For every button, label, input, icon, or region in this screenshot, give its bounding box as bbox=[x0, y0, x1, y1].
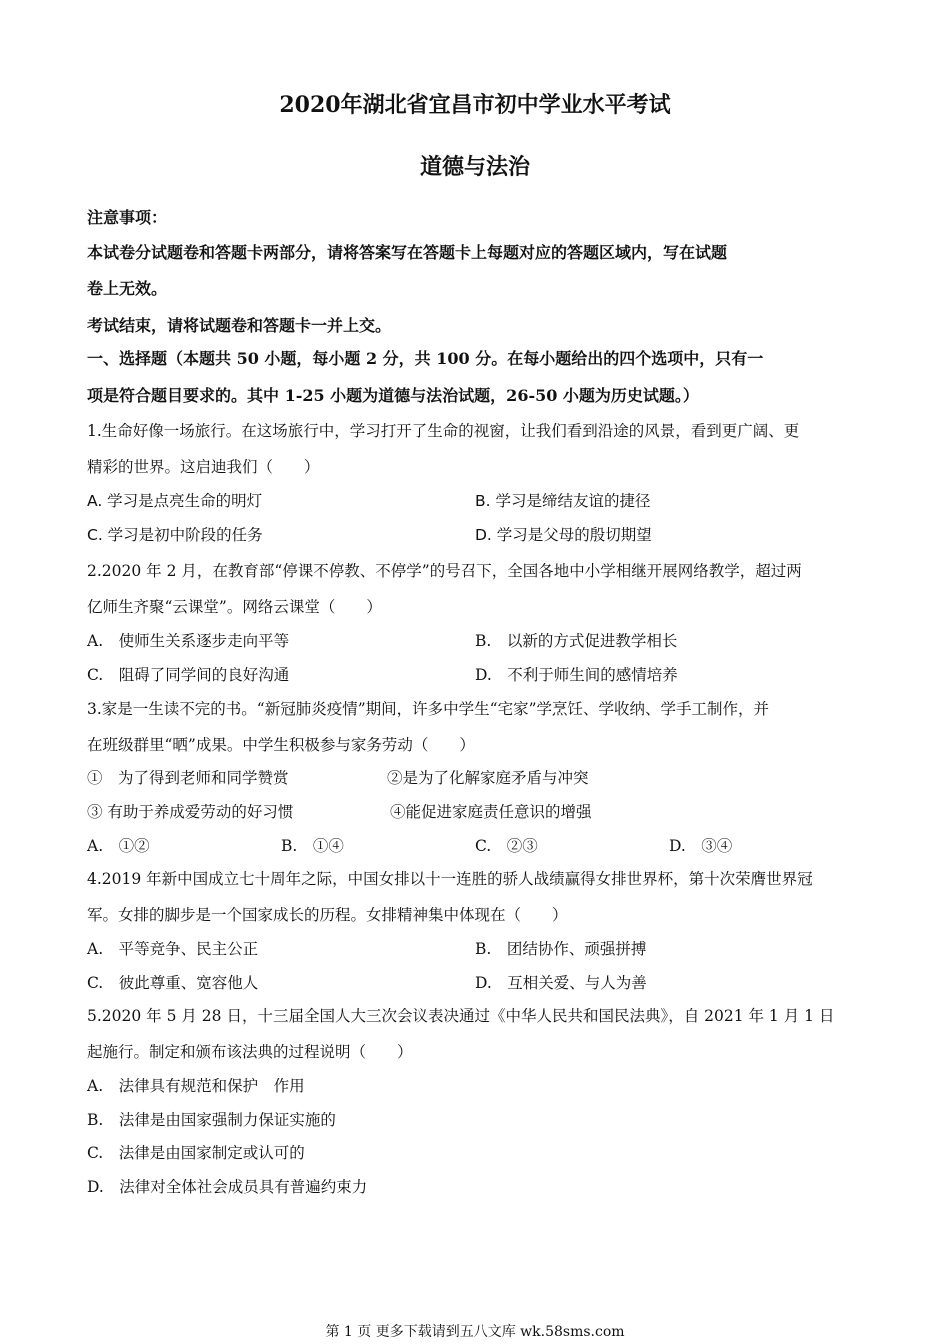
subject-title: 道德与法治 bbox=[419, 154, 530, 180]
page-footer: 第 1 页 更多下载请到五八文库 wk.58sms.com bbox=[325, 1324, 625, 1340]
question-1-option-d: D. 学习是父母的殷切期望 bbox=[475, 526, 652, 544]
question-3-statement-4: ④能促进家庭责任意识的增强 bbox=[390, 803, 592, 821]
question-2-option-c: C. 阻碍了同学间的良好沟通 bbox=[87, 666, 290, 684]
notice-heading: 注意事项： bbox=[87, 208, 168, 227]
question-2-option-b: B. 以新的方式促进教学相长 bbox=[475, 632, 678, 650]
question-5-option-a: A. 法律具有规范和保护 作用 bbox=[87, 1077, 305, 1095]
section-instructions-line-1: 一、选择题（本题共 50 小题，每小题 2 分，共 100 分。在每小题给出的四个选项中，只有一 bbox=[87, 349, 764, 368]
question-5-stem-line-2: 起施行。制定和颁布该法典的过程说明（ ） bbox=[87, 1043, 413, 1061]
question-3-statement-1: ① 为了得到老师和同学赞赏 bbox=[87, 769, 289, 787]
question-3-option-d: D. ③④ bbox=[669, 837, 733, 855]
question-3-stem-line-2: 在班级群里“晒”成果。中学生积极参与家务劳动（ ） bbox=[87, 736, 475, 754]
question-1-stem-line-2: 精彩的世界。这启迪我们（ ） bbox=[87, 458, 320, 476]
question-1-stem-line-1: 1.生命好像一场旅行。在这场旅行中，学习打开了生命的视窗，让我们看到沿途的风景，看到更广阔、更 bbox=[87, 422, 800, 440]
question-2-option-d: D. 不利于师生间的感情培养 bbox=[475, 666, 678, 684]
question-1-option-b: B. 学习是缔结友谊的捷径 bbox=[475, 492, 651, 510]
question-1-option-a: A. 学习是点亮生命的明灯 bbox=[87, 492, 263, 510]
question-2-option-a: A. 使师生关系逐步走向平等 bbox=[87, 632, 290, 650]
question-5-option-d: D. 法律对全体社会成员具有普遍约束力 bbox=[87, 1178, 368, 1196]
question-4-stem-line-2: 军。女排的脚步是一个国家成长的历程。女排精神集中体现在（ ） bbox=[87, 906, 568, 924]
question-3-option-b: B. ①④ bbox=[281, 837, 344, 855]
question-2-stem-line-1: 2.2020 年 2 月，在教育部“停课不停教、不停学”的号召下，全国各地中小学相继开展网络教学，超过两 bbox=[87, 562, 802, 580]
question-4-stem-line-1: 4.2019 年新中国成立七十周年之际，中国女排以十一连胜的骄人战绩赢得女排世界杯，第十次荣膺世界冠 bbox=[87, 870, 813, 888]
notice-line-1: 本试卷分试题卷和答题卡两部分，请将答案写在答题卡上每题对应的答题区域内，写在试题 bbox=[87, 243, 728, 262]
question-5-stem-line-1: 5.2020 年 5 月 28 日，十三届全国人大三次会议表决通过《中华人民共和国民法典》，自 2021 年 1 月 1 日 bbox=[87, 1007, 835, 1025]
question-3-statement-3: ③ 有助于养成爱劳动的好习惯 bbox=[87, 803, 294, 821]
exam-title: 2020年湖北省宜昌市初中学业水平考试 bbox=[279, 92, 671, 118]
section-instructions-line-2: 项是符合题目要求的。其中 1-25 小题为道德与法治试题，26-50 小题为历史试题。） bbox=[87, 386, 699, 405]
question-4-option-a: A. 平等竞争、民主公正 bbox=[87, 940, 259, 958]
question-4-option-d: D. 互相关爱、与人为善 bbox=[475, 974, 647, 992]
question-5-option-b: B. 法律是由国家强制力保证实施的 bbox=[87, 1111, 336, 1129]
question-4-option-b: B. 团结协作、顽强拼搏 bbox=[475, 940, 647, 958]
question-4-option-c: C. 彼此尊重、宽容他人 bbox=[87, 974, 259, 992]
question-3-statement-2: ②是为了化解家庭矛盾与冲突 bbox=[387, 769, 589, 787]
question-1-option-c: C. 学习是初中阶段的任务 bbox=[87, 526, 263, 544]
question-2-stem-line-2: 亿师生齐聚“云课堂”。网络云课堂（ ） bbox=[87, 598, 382, 616]
notice-line-3: 考试结束，请将试题卷和答题卡一并上交。 bbox=[87, 316, 392, 335]
notice-line-2: 卷上无效。 bbox=[87, 279, 168, 298]
question-5-option-c: C. 法律是由国家制定或认可的 bbox=[87, 1144, 305, 1162]
question-3-option-a: A. ①② bbox=[87, 837, 150, 855]
question-3-option-c: C. ②③ bbox=[475, 837, 538, 855]
question-3-stem-line-1: 3.家是一生读不完的书。“新冠肺炎疫情”期间，许多中学生“宅家”学烹饪、学收纳、学手工制作，并 bbox=[87, 700, 769, 718]
